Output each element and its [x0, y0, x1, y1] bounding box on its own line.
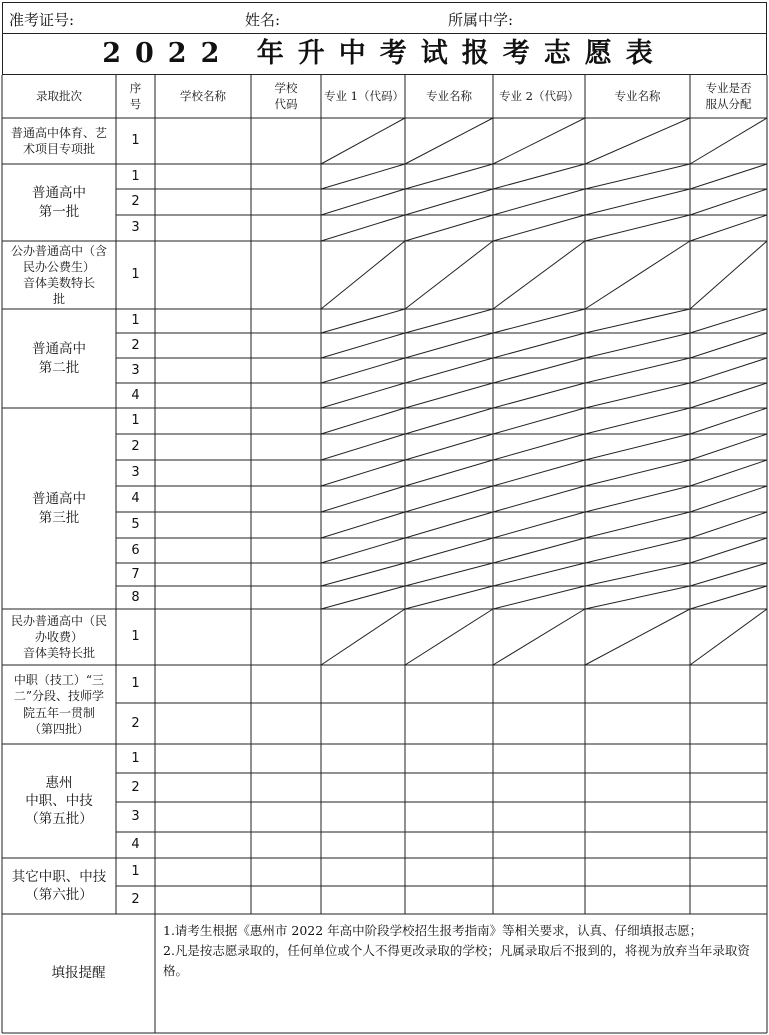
slash-mark [585, 358, 690, 383]
slash-mark [585, 189, 690, 215]
column-header: 序 号 [129, 80, 142, 111]
sequence-number: 1 [131, 676, 140, 692]
slash-mark [405, 486, 493, 512]
slash-mark [690, 609, 767, 665]
slash-mark [321, 586, 405, 609]
batch-label: 民办普通高中（民 办收费） 音体美特长批 [10, 613, 107, 661]
slash-mark [321, 538, 405, 563]
sequence-number: 2 [131, 892, 140, 908]
sequence-number: 1 [131, 413, 140, 429]
sequence-number: 4 [131, 491, 140, 507]
slash-mark [585, 434, 690, 460]
slash-mark [405, 164, 493, 189]
sequence-number: 1 [131, 750, 140, 766]
slash-mark [493, 486, 585, 512]
batch-label: 普通高中 第一批 [32, 185, 86, 220]
slash-mark [493, 383, 585, 408]
slash-mark [690, 434, 767, 460]
slash-mark [493, 460, 585, 486]
column-header: 录取批次 [36, 88, 82, 103]
slash-mark [321, 512, 405, 538]
slash-mark [585, 309, 690, 333]
slash-mark [321, 408, 405, 434]
slash-mark [585, 563, 690, 586]
slash-mark [405, 609, 493, 665]
sequence-number: 2 [131, 337, 140, 353]
ticket-number-label: 准考证号: [9, 11, 75, 29]
slash-mark [690, 538, 767, 563]
school-label: 所属中学: [448, 11, 514, 29]
slash-mark [321, 309, 405, 333]
slash-mark [321, 434, 405, 460]
slash-mark [405, 563, 493, 586]
slash-mark [405, 460, 493, 486]
slash-mark [585, 164, 690, 189]
batch-label: 其它中职、中技 （第六批） [11, 868, 107, 903]
slash-mark [321, 563, 405, 586]
slash-mark [585, 512, 690, 538]
slash-mark [690, 118, 767, 164]
slash-mark [585, 586, 690, 609]
slash-mark [405, 434, 493, 460]
slash-mark [493, 434, 585, 460]
slash-mark [585, 609, 690, 665]
slash-mark [493, 118, 585, 164]
sequence-number: 3 [131, 220, 140, 236]
name-label: 姓名: [245, 11, 281, 29]
sequence-number: 1 [131, 168, 140, 184]
slash-mark [493, 512, 585, 538]
slash-mark [321, 460, 405, 486]
column-header: 专业 1（代码） [324, 88, 404, 103]
slash-mark [690, 383, 767, 408]
slash-mark [690, 563, 767, 586]
slash-mark [585, 460, 690, 486]
sequence-number: 4 [131, 837, 140, 853]
sequence-number: 8 [131, 589, 140, 605]
slash-mark [321, 333, 405, 358]
slash-mark [585, 408, 690, 434]
slash-mark [321, 241, 405, 309]
slash-mark [321, 215, 405, 241]
batch-label: 公办普通高中（含 民办公费生） 音体美数特长 批 [10, 243, 107, 307]
slash-mark [690, 215, 767, 241]
slash-mark [585, 215, 690, 241]
sequence-number: 1 [131, 267, 140, 283]
slash-mark [321, 118, 405, 164]
slash-mark [690, 358, 767, 383]
slash-mark [405, 241, 493, 309]
sequence-number: 1 [131, 864, 140, 880]
slash-mark [690, 512, 767, 538]
slash-mark [690, 460, 767, 486]
slash-mark [321, 164, 405, 189]
sequence-number: 3 [131, 362, 140, 378]
slash-mark [690, 333, 767, 358]
slash-mark [405, 309, 493, 333]
form-title: 2022 年升中考试报考志愿表 [2, 34, 767, 75]
slash-mark [493, 538, 585, 563]
slash-mark [585, 538, 690, 563]
sequence-number: 3 [131, 809, 140, 825]
slash-mark [690, 586, 767, 609]
slash-mark [493, 164, 585, 189]
slash-mark [585, 383, 690, 408]
reminder-note-2: 2.凡是按志愿录取的，任何单位或个人不得更改录取的学校；凡属录取后不报到的，将视为放弃当年录取资格。 [163, 943, 750, 978]
slash-mark [493, 609, 585, 665]
sequence-number: 2 [131, 439, 140, 455]
slash-mark [405, 215, 493, 241]
reminder-note-1: 1.请考生根据《惠州市 2022 年高中阶段学校招生报考指南》等相关要求，认真、仔细填报志愿； [163, 923, 703, 938]
reminder-label: 填报提醒 [51, 965, 106, 982]
slash-mark [493, 333, 585, 358]
slash-mark [493, 189, 585, 215]
slash-mark [585, 486, 690, 512]
slash-mark [493, 563, 585, 586]
slash-mark [405, 586, 493, 609]
sequence-number: 2 [131, 715, 140, 731]
slash-mark [405, 512, 493, 538]
slash-mark [405, 358, 493, 383]
slash-mark [585, 118, 690, 164]
slash-mark [493, 358, 585, 383]
sequence-number: 4 [131, 387, 140, 403]
sequence-number: 7 [131, 566, 140, 582]
sequence-number: 3 [131, 465, 140, 481]
sequence-number: 1 [131, 313, 140, 329]
batch-label: 普通高中体育、艺 术项目专项批 [10, 125, 107, 156]
slash-mark [321, 358, 405, 383]
slash-mark [493, 241, 585, 309]
batch-label: 惠州 中职、中技 （第五批） [25, 774, 93, 828]
column-header: 学校 代码 [274, 80, 298, 111]
slash-mark [493, 408, 585, 434]
slash-mark [405, 189, 493, 215]
slash-mark [493, 586, 585, 609]
slash-mark [405, 408, 493, 434]
column-header: 专业名称 [426, 88, 472, 103]
slash-mark [690, 408, 767, 434]
slash-mark [405, 383, 493, 408]
slash-mark [690, 189, 767, 215]
slash-mark [405, 333, 493, 358]
sequence-number: 6 [131, 542, 140, 558]
sequence-number: 2 [131, 779, 140, 795]
slash-mark [690, 241, 767, 309]
slash-mark [321, 486, 405, 512]
slash-mark [321, 383, 405, 408]
sequence-number: 2 [131, 194, 140, 210]
slash-mark [405, 118, 493, 164]
slash-mark [493, 215, 585, 241]
slash-mark [321, 189, 405, 215]
slash-mark [585, 241, 690, 309]
reminder-notes [157, 917, 765, 985]
column-header: 学校名称 [180, 88, 226, 103]
sequence-number: 5 [131, 517, 140, 533]
slash-mark [690, 486, 767, 512]
column-header: 专业 2（代码） [499, 88, 579, 103]
sequence-number: 1 [131, 629, 140, 645]
batch-label: 普通高中 第二批 [32, 341, 86, 376]
sequence-number: 1 [131, 133, 140, 149]
slash-mark [493, 309, 585, 333]
column-header: 专业名称 [614, 88, 661, 103]
slash-mark [405, 538, 493, 563]
slash-mark [321, 609, 405, 665]
column-header: 专业是否 服从分配 [705, 80, 752, 111]
slash-mark [690, 309, 767, 333]
batch-label: 普通高中 第三批 [32, 491, 86, 526]
slash-mark [585, 333, 690, 358]
slash-mark [690, 164, 767, 189]
batch-label: 中职（技工）“三 二”分段、技师学 院五年一贯制 （第四批） [13, 673, 105, 736]
